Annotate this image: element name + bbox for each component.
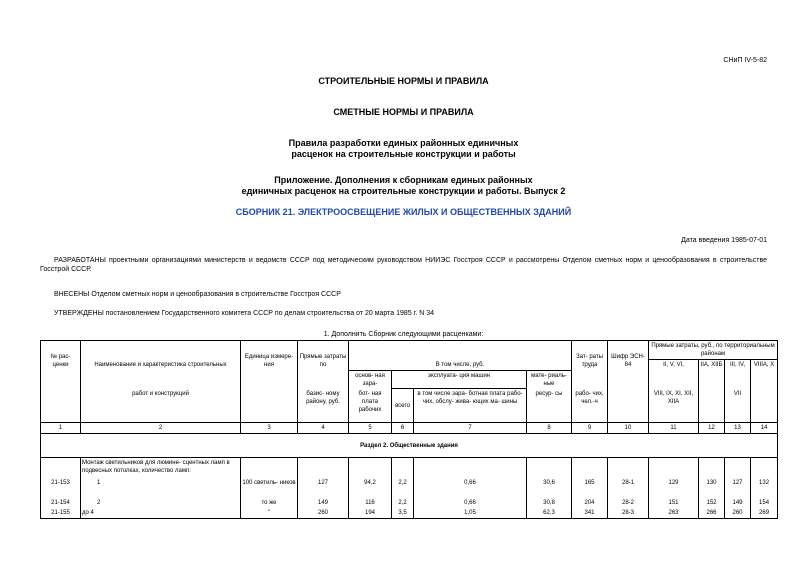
rate-cipher: 28-3	[608, 508, 649, 519]
rate-direct: 149	[298, 498, 349, 508]
rate-lamps: до 4	[81, 508, 241, 519]
header-unit: Единица измере- ния	[241, 341, 298, 371]
rate-unit: то же	[241, 498, 298, 508]
column-number: 13	[725, 423, 751, 434]
rate-direct: 260	[298, 508, 349, 519]
header-name-top: Наименование и характеристика строительных	[81, 341, 241, 371]
rate-materials: 62,3	[527, 508, 572, 519]
rate-region-3: 260	[725, 508, 751, 519]
header-region-3-bottom: VII	[725, 389, 751, 423]
header-machines: эксплуата- ция машин	[392, 370, 527, 389]
rate-direct: 127	[298, 478, 349, 498]
rate-region-2: 152	[699, 498, 725, 508]
intro-date: Дата введения 1985-07-01	[681, 237, 767, 244]
table-row	[41, 478, 778, 498]
header-wages-bottom: бот- ная плата рабочих	[349, 389, 392, 423]
appendix-title-line-2: единичных расценок на строительные конструкции и работы. Выпуск 2	[241, 186, 566, 196]
column-number: 5	[349, 423, 392, 434]
header-region-1-bottom: VIII, IX, XI, XII, XIIA	[649, 389, 699, 423]
rate-machines-wages: 0,66	[414, 498, 527, 508]
rate-region-3: 127	[725, 478, 751, 498]
rate-code: 21-155	[41, 508, 81, 519]
header-machines-total: всего	[392, 389, 414, 423]
rate-region-3: 149	[725, 498, 751, 508]
header-wages-a: основ- ная	[355, 372, 385, 379]
rate-wages: 116	[349, 498, 392, 508]
rules-title	[0, 138, 807, 160]
appendix-title	[0, 175, 807, 197]
header-wages-top	[349, 370, 392, 389]
header-region-3-top: III, IV,	[725, 360, 751, 371]
header-wages-b: зара-	[362, 380, 378, 387]
column-numbers-row	[41, 423, 778, 434]
header-name-bottom: работ и конструкций	[81, 389, 241, 423]
rate-labor: 341	[572, 508, 608, 519]
rate-wages: 94,2	[349, 478, 392, 498]
rate-region-4: 269	[751, 508, 778, 519]
rate-region-1: 151	[649, 498, 699, 508]
rate-region-2: 266	[699, 508, 725, 519]
header-labor-top: Зат- раты труда	[572, 341, 608, 371]
rate-machines-wages: 0,66	[414, 478, 527, 498]
header-num: № рас- ценки	[41, 341, 81, 371]
column-number: 6	[392, 423, 414, 434]
column-number: 10	[608, 423, 649, 434]
rates-table	[40, 340, 778, 519]
header-materials-bottom: ресур- сы	[527, 389, 572, 423]
column-number: 9	[572, 423, 608, 434]
table-caption: 1. Дополнить Сборник следующими расценками:	[323, 331, 484, 338]
rate-unit: 100 светиль- ников	[241, 478, 298, 498]
group-description: Монтаж светильников для люмине- сцентных ламп в подвесных потолках, количество ламп:	[81, 458, 241, 478]
rate-cipher: 28-1	[608, 478, 649, 498]
appendix-title-line-1: Приложение. Дополнения к сборникам единых районных	[274, 175, 533, 185]
document-code: СНиП IV-5-82	[723, 57, 767, 64]
header-cipher: Шифр ЭСН- 84	[608, 341, 649, 371]
header-machines-wages: в том числе зара- ботная плата рабо- чих, обслу- жива- ющих ма- шины	[414, 389, 527, 423]
header-materials-top: мате- риаль- ные	[527, 370, 572, 389]
rate-region-1: 129	[649, 478, 699, 498]
column-number: 3	[241, 423, 298, 434]
rate-machines-total: 3,5	[392, 508, 414, 519]
column-number: 7	[414, 423, 527, 434]
column-number: 4	[298, 423, 349, 434]
submitted-paragraph: ВНЕСЕНЫ Отделом сметных норм и ценообразования в строительстве Госстроя СССР	[54, 291, 341, 298]
rate-materials: 30,6	[527, 478, 572, 498]
table-row	[41, 498, 778, 508]
column-number: 11	[649, 423, 699, 434]
developed-paragraph: РАЗРАБОТАНЫ проектными организациями министерств и ведомств СССР под методическим руководством НИИЭС Госстроя СССР и рассмотрены Отделом сметных норм и ценообразования в строительстве Госстрой СССР.	[40, 257, 767, 273]
column-number: 1	[41, 423, 81, 434]
rules-title-line-2: расценок на строительные конструкции и работы	[291, 149, 516, 159]
rate-machines-total: 2,2	[392, 478, 414, 498]
rate-wages: 194	[349, 508, 392, 519]
header-labor-bottom: рабо- чих, чел.-ч	[572, 389, 608, 423]
header-region-1-top: II, V, VI,	[649, 360, 699, 371]
column-number: 8	[527, 423, 572, 434]
main-title: СТРОИТЕЛЬНЫЕ НОРМЫ И ПРАВИЛА	[318, 76, 489, 86]
collection-title: СБОРНИК 21. ЭЛЕКТРООСВЕЩЕНИЕ ЖИЛЫХ И ОБЩЕСТВЕННЫХ ЗДАНИЙ	[235, 207, 572, 217]
rate-labor: 204	[572, 498, 608, 508]
rate-lamps: 1	[81, 478, 241, 498]
column-number: 12	[699, 423, 725, 434]
rate-code: 21-153	[41, 478, 81, 498]
column-number: 2	[81, 423, 241, 434]
rate-labor: 165	[572, 478, 608, 498]
rate-cipher: 28-2	[608, 498, 649, 508]
header-regions: Прямые затраты, руб., по территориальным районам	[649, 341, 778, 360]
header-direct-bottom: базис- ному району, руб.	[298, 389, 349, 423]
rate-region-4: 132	[751, 478, 778, 498]
rate-materials: 30,8	[527, 498, 572, 508]
column-number: 14	[751, 423, 778, 434]
rate-region-2: 130	[699, 478, 725, 498]
table-row	[41, 508, 778, 519]
header-region-2: IIA, XIIБ	[699, 360, 725, 371]
rate-unit: "	[241, 508, 298, 519]
rate-code: 21-154	[41, 498, 81, 508]
rate-machines-total: 2,2	[392, 498, 414, 508]
approved-paragraph: УТВЕРЖДЕНЫ постановлением Государственного комитета СССР по делам строительства от 20 марта 1985 г. N 34	[54, 310, 435, 317]
rules-title-line-1: Правила разработки единых районных единичных	[288, 138, 519, 148]
rate-region-4: 154	[751, 498, 778, 508]
sub-title: СМЕТНЫЕ НОРМЫ И ПРАВИЛА	[333, 107, 474, 117]
header-region-4: VIIIA, X	[751, 360, 778, 371]
header-direct-top: Прямые затраты по	[298, 341, 349, 371]
rate-machines-wages: 1,05	[414, 508, 527, 519]
section-title: Раздел 2. Общественные здания	[41, 434, 778, 458]
rate-region-1: 263	[649, 508, 699, 519]
rate-lamps: 2	[81, 498, 241, 508]
header-including: В том числе, руб.	[349, 341, 572, 371]
